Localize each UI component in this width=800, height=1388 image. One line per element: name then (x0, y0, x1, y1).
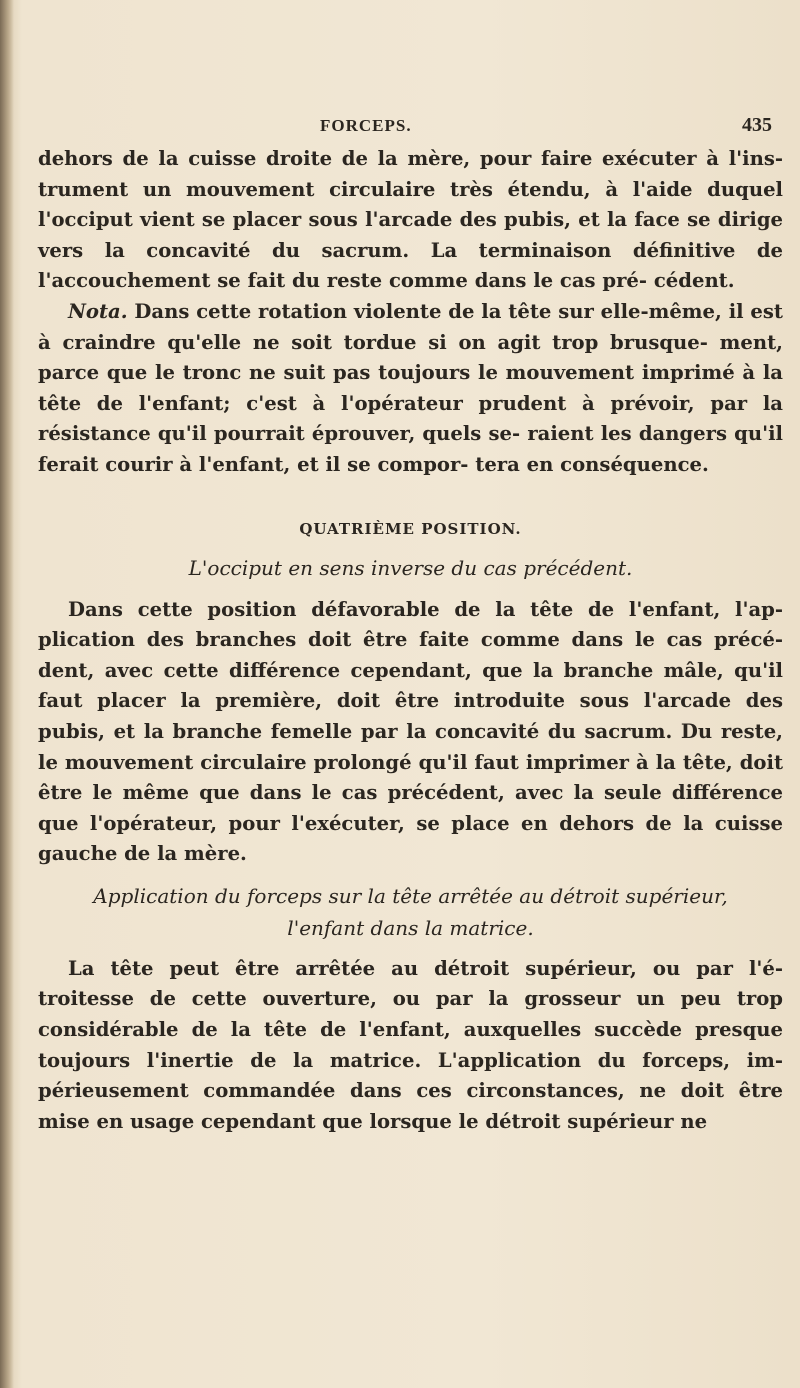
text-line: Dans cette rotation violente de la tête sur elle-même, (127, 299, 722, 323)
text-line: trument un mouvement circulaire très étendu, à l'aide duquel (38, 177, 783, 201)
text-line: de l'accouchement se fait du reste comme dans le cas pré- (38, 238, 783, 293)
text-line: seule différence que l'opérateur, pour l'exécuter, se place en (38, 781, 783, 835)
text-line: dent, avec cette différence cependant, que la branche mâle, (38, 658, 724, 682)
text-line: dehors de la cuisse droite de la mère, pour faire exécuter à l'ins- (38, 147, 783, 170)
running-head: FORCEPS. (320, 116, 412, 135)
text-line: considérable de la tête de l'enfant, auxquelles succède presque (38, 1018, 783, 1042)
text-line: dehors de la cuisse gauche de la mère. (38, 811, 783, 866)
text-line: des pubis, et la branche femelle par la concavité du sacrum. Du (38, 689, 783, 743)
nota-label: Nota. (68, 299, 128, 323)
text-line: dirige vers la concavité du sacrum. La terminaison définitive (38, 208, 783, 262)
text-line: prévoir, par la résistance qu'il pourrait éprouver, quels se- (38, 391, 784, 446)
section-heading-application (38, 880, 783, 944)
section-heading: QUATRIÈME POSITION. (299, 519, 522, 538)
paragraph (38, 954, 783, 1138)
text-line: toujours l'inertie de la matrice. L'application du forceps, im- (38, 1048, 783, 1072)
text-line: périeusement commandée dans ces circonstances, ne doit être (38, 1079, 783, 1103)
text-line: plication des branches doit être faite comme dans le cas précé- (38, 628, 783, 652)
paragraph (38, 595, 783, 870)
text-line: reste, le mouvement circulaire prolongé qu'il faut imprimer à (38, 719, 783, 774)
text-line: mise en usage cependant que lorsque le détroit supérieur ne (38, 1109, 708, 1133)
text-line: Dans cette position défavorable de la tête de l'enfant, l'ap- (68, 597, 783, 621)
paragraph-nota (38, 297, 783, 481)
text-line: tera en conséquence. (475, 452, 709, 476)
text-line: troitesse de cette ouverture, ou par la grosseur un peu trop (38, 987, 783, 1011)
book-spine-shadow (0, 0, 14, 1388)
page-number: 435 (742, 114, 772, 136)
text-line: La tête peut être arrêtée au détroit supérieur, ou par l'é- (68, 956, 783, 980)
text-line: ment, parce que le tronc ne suit pas toujours le mouvement (38, 330, 783, 385)
text-line: cédent. (653, 269, 735, 293)
text-line: il est à craindre qu'elle ne soit tordue si on agit trop brusque- (38, 299, 783, 354)
section-subheading: L'occiput en sens inverse du cas précédent. (188, 555, 633, 580)
text-line: imprimé à la tête de l'enfant; c'est à l'opérateur prudent à (38, 361, 783, 415)
paragraph-continued (38, 144, 783, 297)
page-body (38, 144, 783, 1137)
text-line: la tête, doit être le même que dans le cas précédent, avec la (38, 750, 784, 805)
heading-line: Application du forceps sur la tête arrêtée au détroit supérieur, (93, 883, 728, 908)
heading-line: l'enfant dans la matrice. (287, 915, 534, 940)
text-line: raient les dangers qu'il ferait courir à l'enfant, et il se compor- (38, 422, 783, 476)
text-line: l'occiput vient se placer sous l'arcade des pubis, et la face se (38, 208, 711, 232)
page-header (0, 116, 800, 140)
text-line: qu'il faut placer la première, doit être introduite sous l'arcade (38, 658, 784, 713)
